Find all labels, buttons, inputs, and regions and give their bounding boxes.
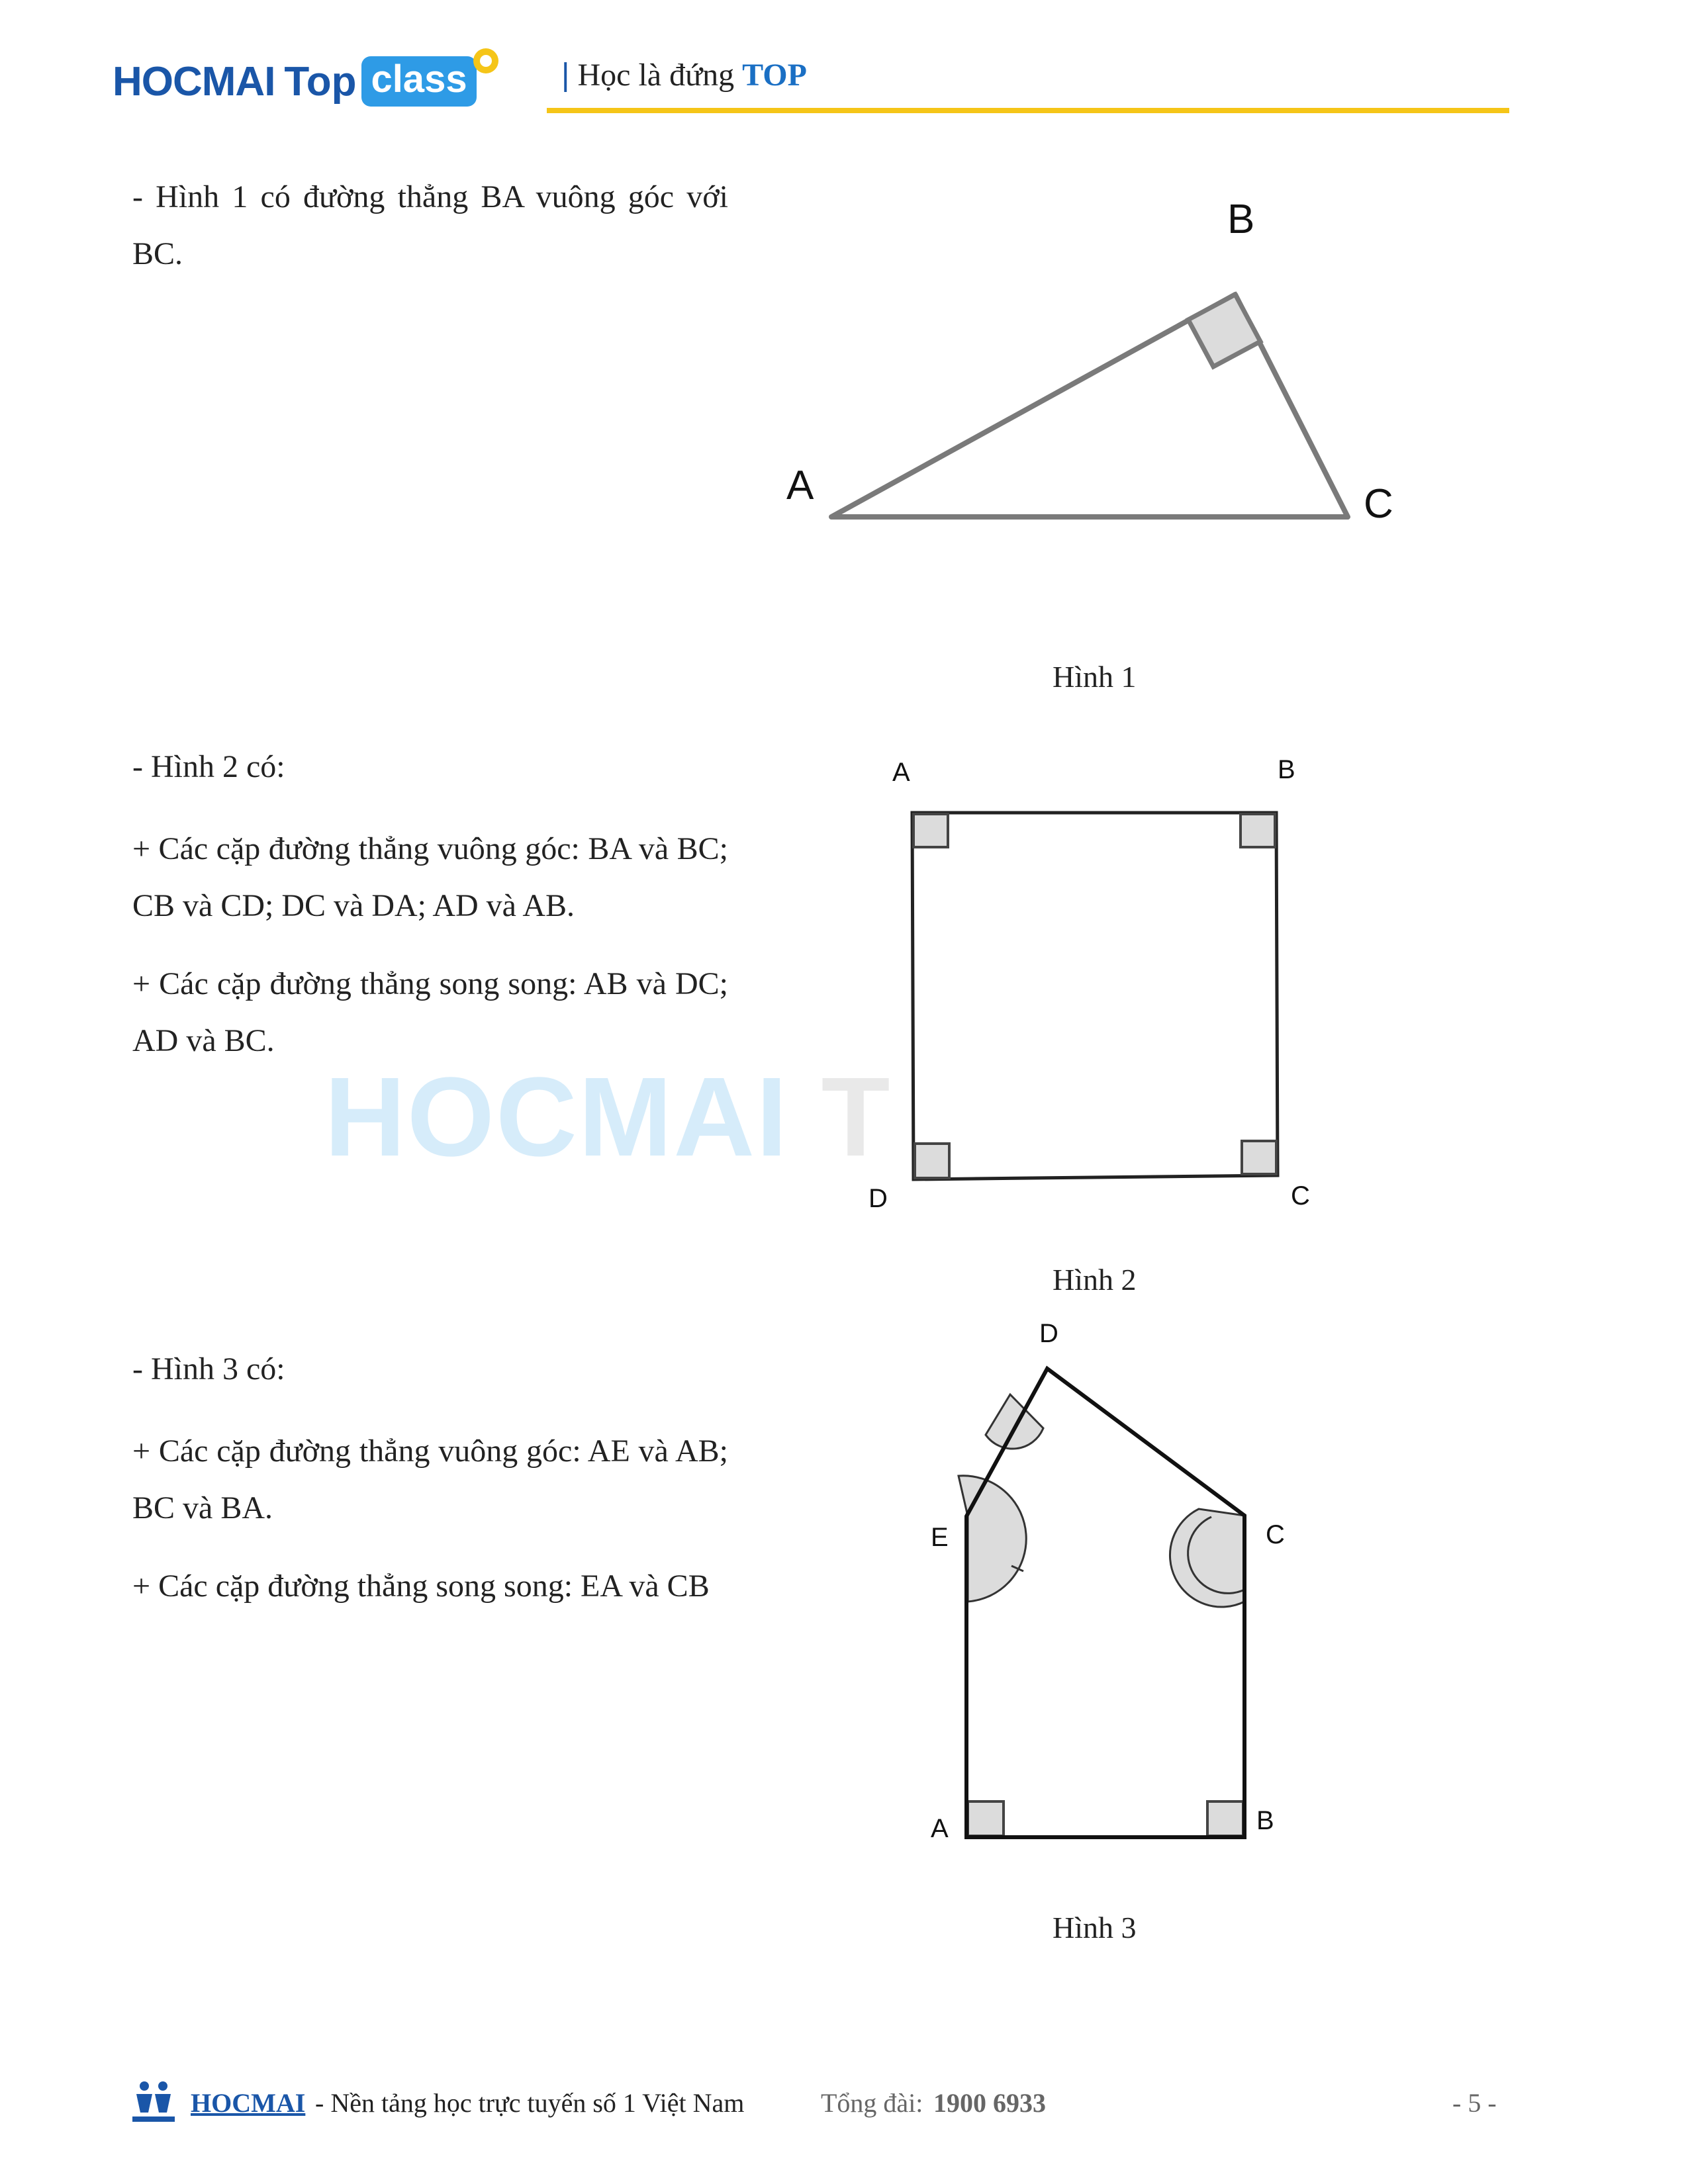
section1-text: - Hình 1 có đường thẳng BA vuông góc với BC. [132, 179, 728, 271]
right-angle-marker-b [1188, 295, 1260, 367]
figure-3-pentagon [914, 1319, 1324, 1846]
label-d: D [1039, 1319, 1058, 1348]
label-c: C [1266, 1520, 1285, 1549]
caption-figure-1: Hình 1 [1053, 660, 1137, 694]
hocmai-people-icon [130, 2078, 177, 2126]
footer-phone-number: 1900 6933 [933, 2088, 1046, 2118]
slogan-text: Học là đứng [577, 58, 743, 93]
section3-perpendicular: + Các cặp đường thẳng vuông góc: AE và AB; BC và BA. [132, 1433, 728, 1525]
section2-intro: - Hình 2 có: [132, 749, 285, 784]
angle-marker-d [986, 1394, 1043, 1449]
section3-intro: - Hình 3 có: [132, 1351, 285, 1387]
label-a: A [892, 758, 910, 787]
header-logo [113, 52, 477, 111]
right-angle-marker-c [1242, 1141, 1276, 1174]
label-d: D [868, 1184, 888, 1213]
caption-figure-2: Hình 2 [1053, 1263, 1137, 1297]
header-divider-line [547, 108, 1509, 113]
figure-1-right-triangle [768, 192, 1430, 563]
logo-top-text: Top [284, 58, 357, 105]
logo-hocmai-text: HOCMAI [113, 58, 275, 105]
label-b: B [1278, 755, 1295, 784]
label-c: C [1364, 481, 1393, 527]
slogan-top: TOP [742, 58, 807, 93]
label-e: E [931, 1523, 949, 1552]
footer-phone-label: Tổng đài: [821, 2088, 923, 2118]
rectangle-abcd [912, 813, 1278, 1179]
label-a: A [931, 1814, 949, 1843]
page-number: - 5 - [1452, 2088, 1497, 2118]
section2-perpendicular: + Các cặp đường thẳng vuông góc: BA và BC; CB và CD; DC và DA; AD và AB. [132, 831, 728, 923]
slogan-divider: | [561, 58, 570, 93]
angle-marker-e [959, 1476, 1026, 1602]
figure-2-rectangle [861, 748, 1324, 1211]
logo-star-icon [471, 46, 500, 75]
caption-figure-3: Hình 3 [1053, 1911, 1137, 1944]
watermark-main: HOCMAI [324, 1054, 821, 1180]
label-b: B [1256, 1806, 1274, 1835]
right-angle-marker-b [1207, 1801, 1243, 1836]
section3-parallel: + Các cặp đường thẳng song song: EA và CB [132, 1569, 710, 1604]
logo-class-badge: class [361, 56, 476, 107]
triangle-abc [831, 295, 1348, 517]
footer-tagline: - Nền tảng học trực tuyến số 1 Việt Nam [315, 2088, 745, 2118]
watermark-tail: T [821, 1054, 892, 1180]
right-angle-marker-a [968, 1801, 1004, 1836]
section2-parallel: + Các cặp đường thẳng song song: AB và DC; AD và BC. [132, 966, 728, 1058]
label-b: B [1227, 197, 1255, 242]
label-c: C [1291, 1181, 1310, 1210]
watermark [324, 1052, 891, 1182]
right-angle-marker-b [1241, 814, 1275, 847]
page-footer [130, 2078, 1520, 2131]
right-angle-marker-d [915, 1144, 949, 1178]
right-angle-marker-a [914, 814, 948, 847]
label-a: A [786, 463, 814, 508]
footer-brand-link[interactable]: HOCMAI [191, 2088, 306, 2118]
header-slogan [561, 57, 807, 93]
